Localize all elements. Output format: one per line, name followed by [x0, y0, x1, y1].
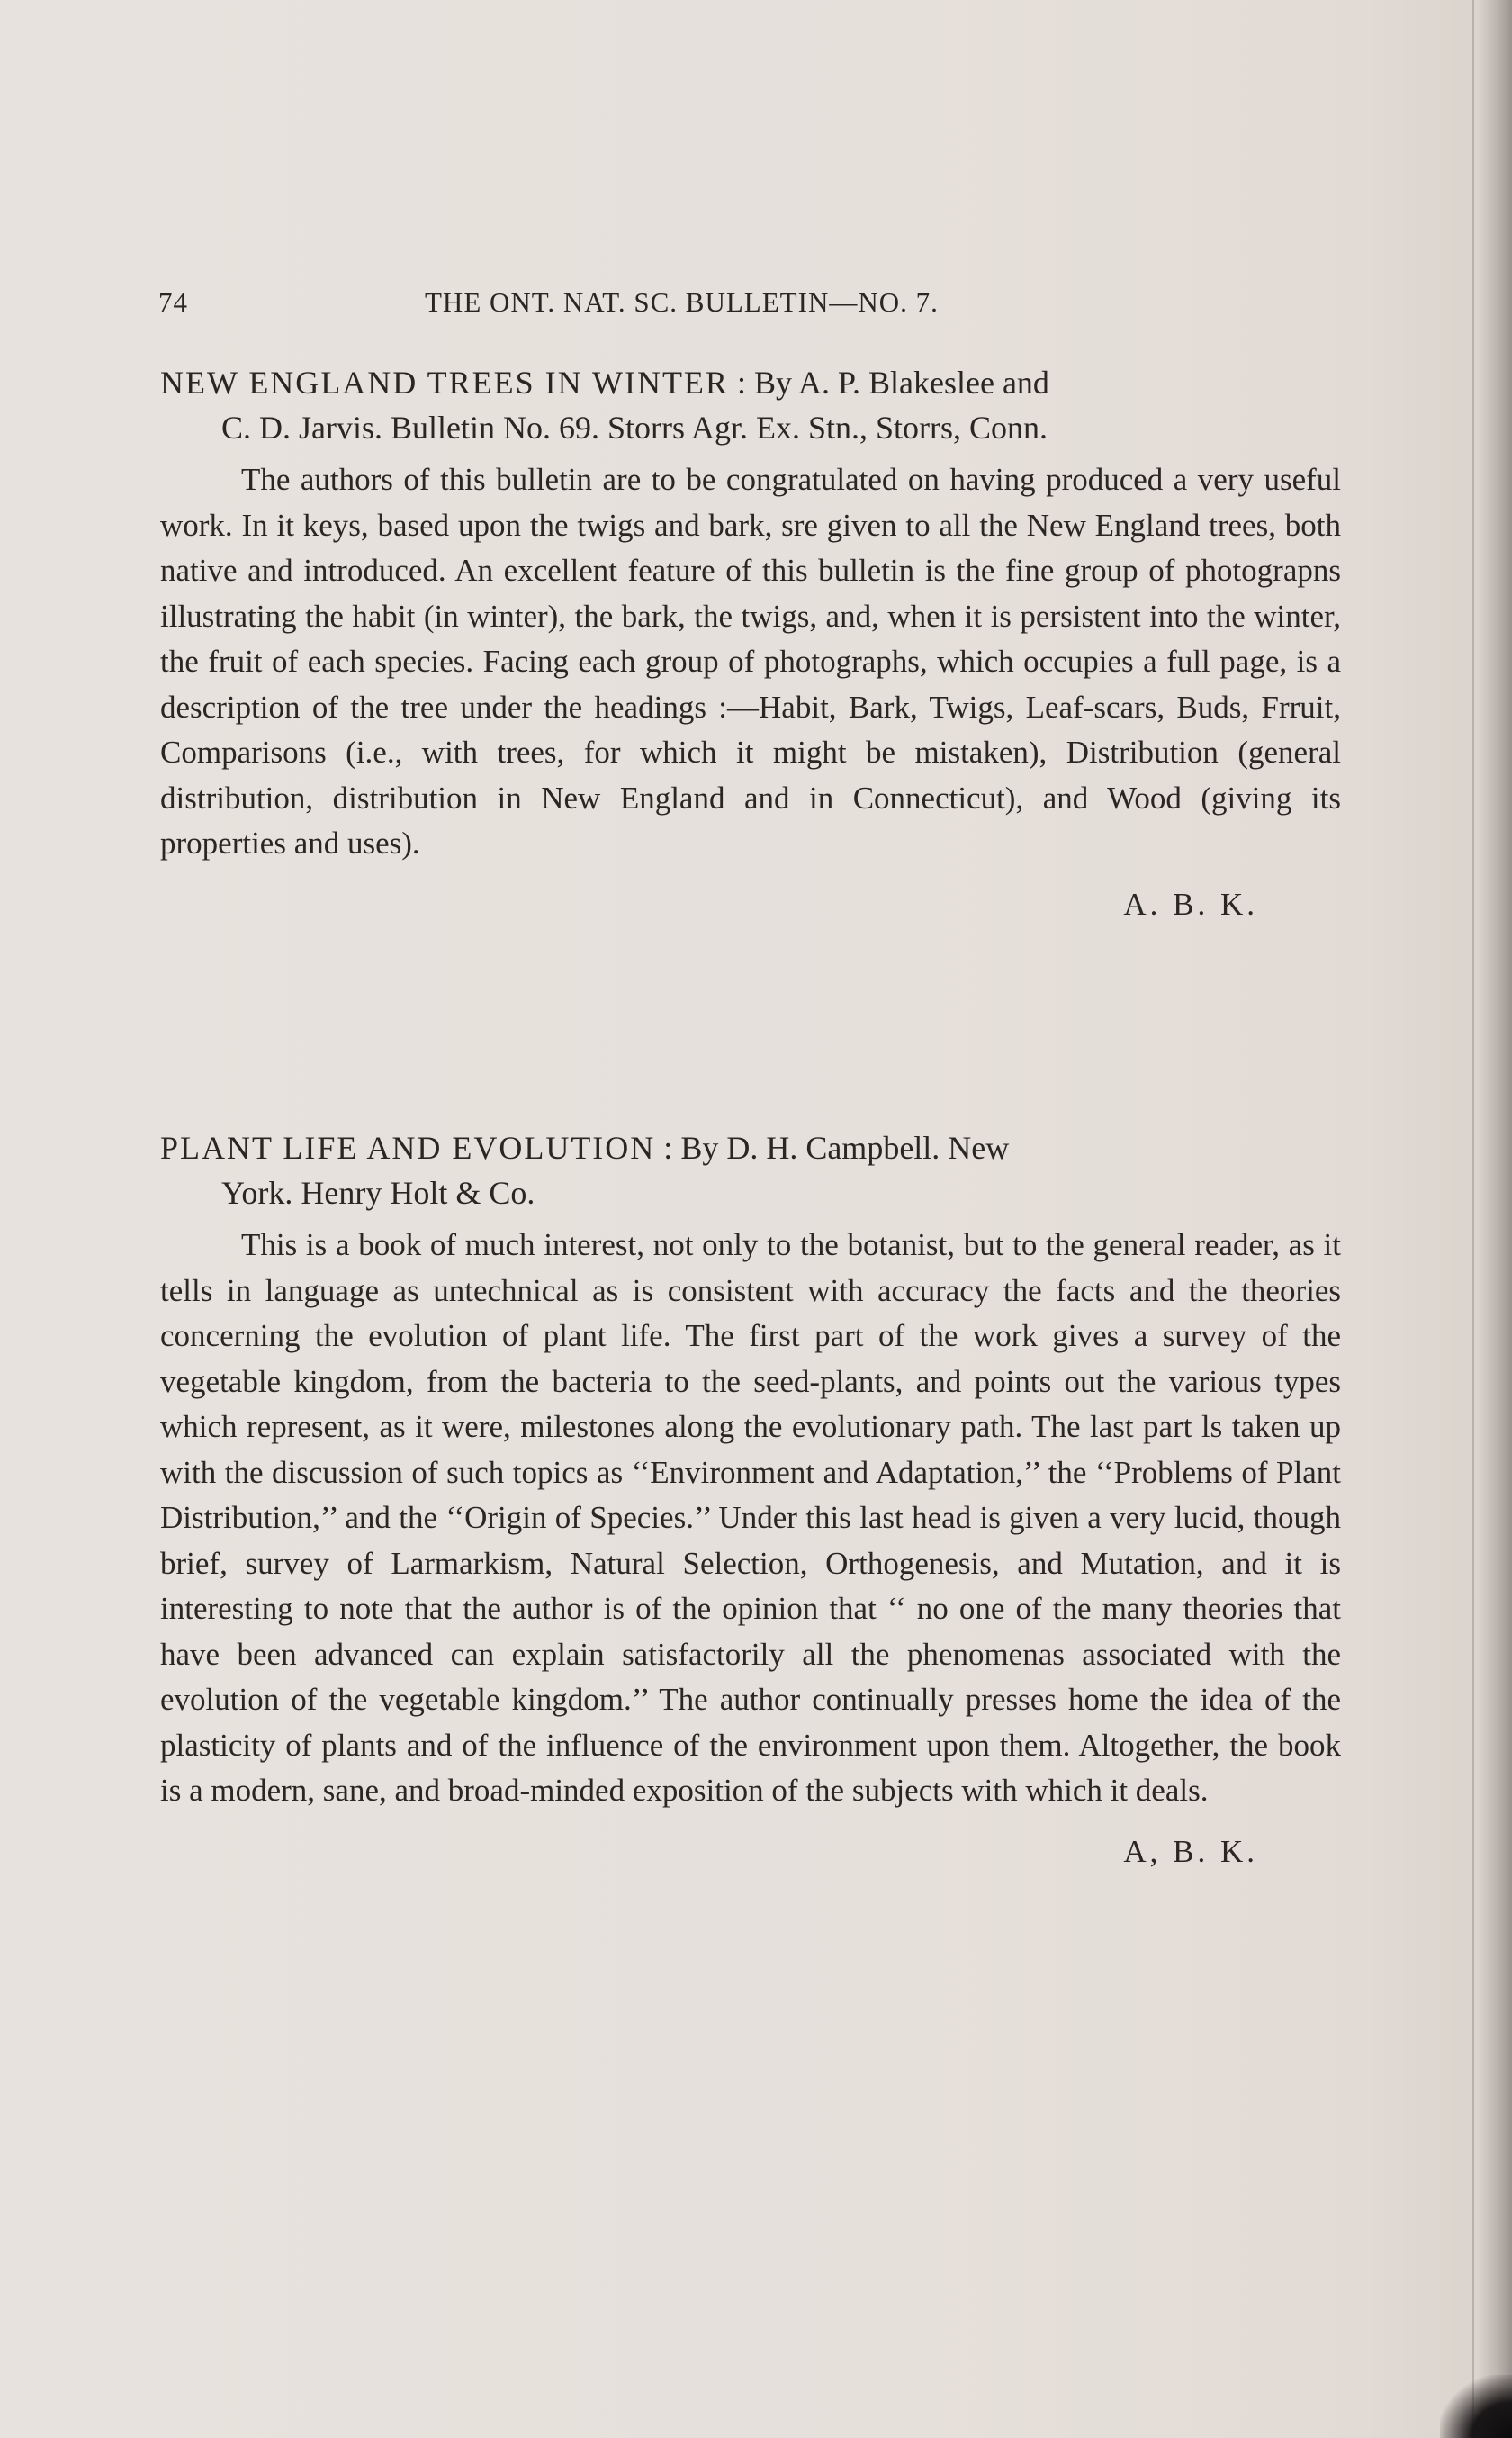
page-edge-shadow: [1478, 0, 1512, 2438]
reviewer-signature: A, B. K.: [1123, 1833, 1258, 1869]
title-separator: :: [728, 365, 754, 401]
review-heading: [160, 1125, 1341, 1215]
reviewer-signature: A. B. K.: [1123, 886, 1258, 922]
running-head: [158, 286, 1355, 330]
review-entry: [160, 1125, 1341, 1870]
review-title: PLANT LIFE AND EVOLUTION: [160, 1130, 656, 1166]
page-corner-shadow: [1440, 2375, 1512, 2438]
review-body: The authors of this bulletin are to be congratulated on having produced a very useful work. In it keys, based upon the twigs and bark, sre given to all the New England trees, both native and introduced. An excellent feature of this bulletin is the fine group of photograpns illustrating the habit (in winter), the bark, the twigs, and, when it is persistent into the winter, the fruit of each species. Facing each group of photographs, which occupies a full page, is a description of the tree under the headings :—Habit, Bark, Twigs, Leaf-scars, Buds, Frruit, Comparisons (i.e., with trees, for which it might be mistaken), Distribution (general distribution, distribution in New England and in Connecticut), and Wood (giving its properties and uses).: [160, 462, 1341, 861]
review-entry: [160, 360, 1341, 923]
page-number: 74: [158, 286, 188, 318]
review-heading: [160, 360, 1341, 450]
review-citation: C. D. Jarvis. Bulletin No. 69. Storrs Agr. Ex. Stn., Storrs, Conn.: [221, 410, 1048, 446]
running-head-title: THE ONT. NAT. SC. BULLETIN—NO. 7.: [425, 286, 939, 318]
title-separator: :: [655, 1130, 681, 1166]
review-byline: By D. H. Campbell. New: [680, 1130, 1010, 1166]
review-citation: York. Henry Holt & Co.: [221, 1175, 536, 1211]
review-byline: By A. P. Blakeslee and: [753, 365, 1049, 401]
review-body: This is a book of much interest, not only to the botanist, but to the general reader, as it tells in language as untechnical as is consistent with accuracy the facts and the theories concerning the evolution of plant life. The first part of the work gives a survey of the vegetable kingdom, from the bacteria to the seed-plants, and points out the various types which represent, as it were, milestones along the evolutionary path. The last part ls taken up with the discussion of such topics as ‘‘Environment and Adaptation,’’ the ‘‘Problems of Plant Distribution,’’ and the ‘‘Origin of Species.’’ Under this last head is given a very lucid, though brief, survey of Larmarkism, Natural Selection, Orthogenesis, and Mutation, and it is interesting to note that the author is of the opinion that ‘‘ no one of the many theories that have been advanced can explain satisfactorily all the phenomenas associated with the evolution of the vegetable kingdom.’’ The author continually presses home the idea of the plasticity of plants and of the influence of the environment upon them. Altogether, the book is a modern, sane, and broad-minded exposition of the subjects with which it deals.: [160, 1227, 1341, 1808]
review-title: NEW ENGLAND TREES IN WINTER: [160, 365, 729, 401]
page-edge-line: [1472, 0, 1474, 2438]
